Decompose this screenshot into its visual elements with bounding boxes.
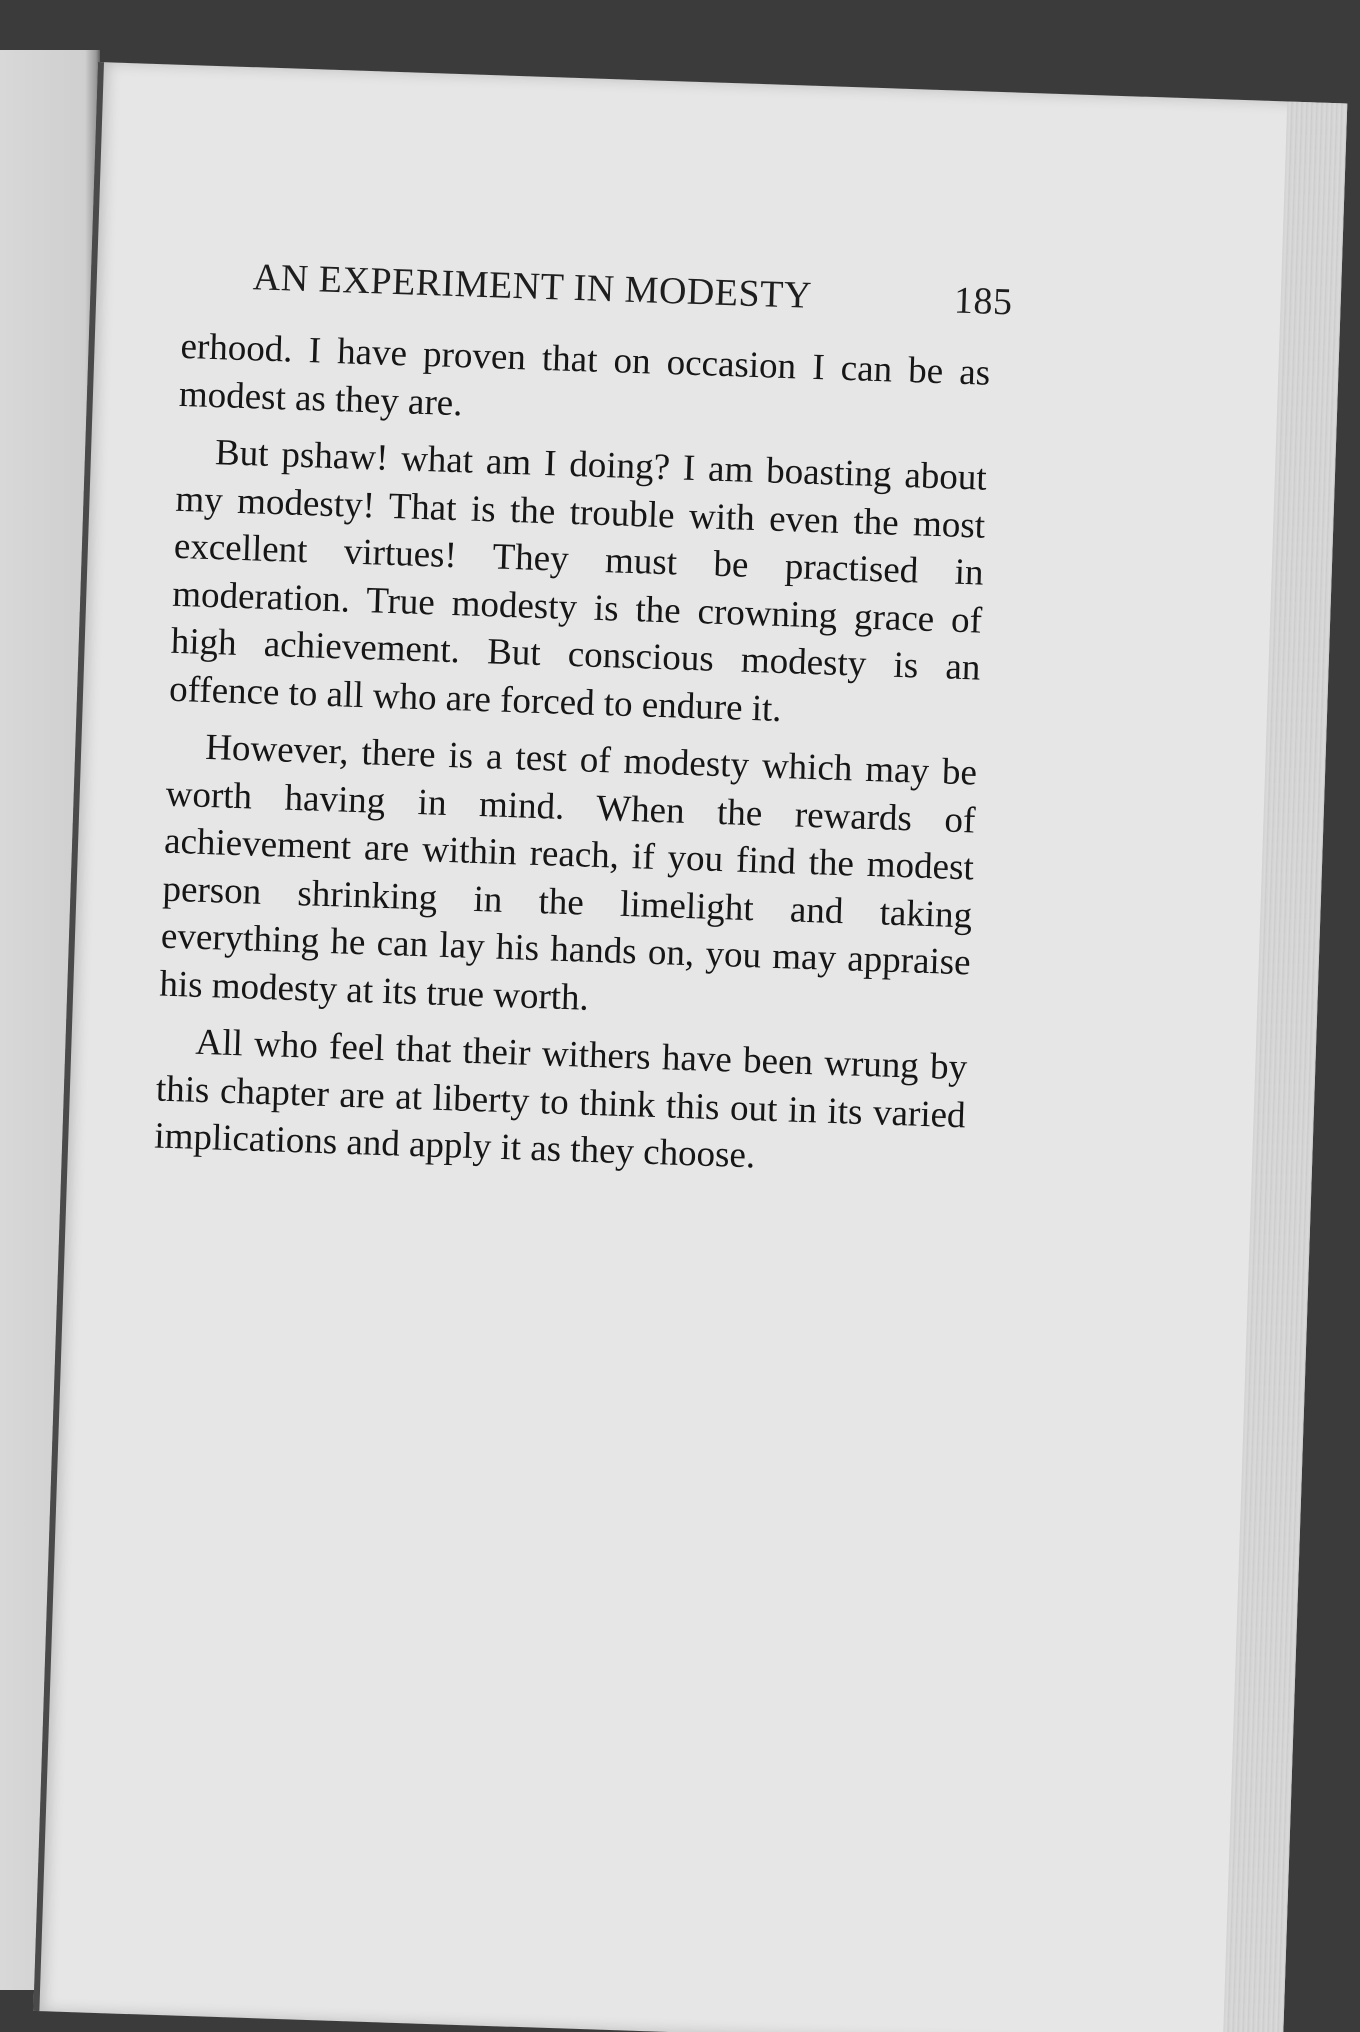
running-head <box>252 255 1013 324</box>
page-number: 185 <box>953 279 1014 324</box>
paragraph: But pshaw! what am I doing? I am boasting about my modesty! That is the trouble with even the most excellent virtues! They must be practised in moderation. True modesty is the crowning grace of high achievement. But conscious modesty is an offence to all who are forced to endure it. <box>168 432 988 730</box>
book-page <box>33 62 1347 2032</box>
paragraph: However, there is a test of modesty which may be worth having in mind. When the rewards of achievement are within reach, if you find the modest person shrinking in the limelight and taking everything he can lay his hands on, you may appraise his modesty at its true worth. <box>158 726 978 1019</box>
page-stack-edge <box>1223 101 1348 2032</box>
running-head-title: AN EXPERIMENT IN MODESTY <box>252 256 813 317</box>
paragraph: erhood. I have proven that on occasion I can be as modest as they are. <box>178 325 991 424</box>
body-text <box>153 323 991 1197</box>
paragraph: All who feel that their withers have been wrung by this chapter are at liberty to think this out in its varied implications and apply it as they choose. <box>153 1021 968 1177</box>
